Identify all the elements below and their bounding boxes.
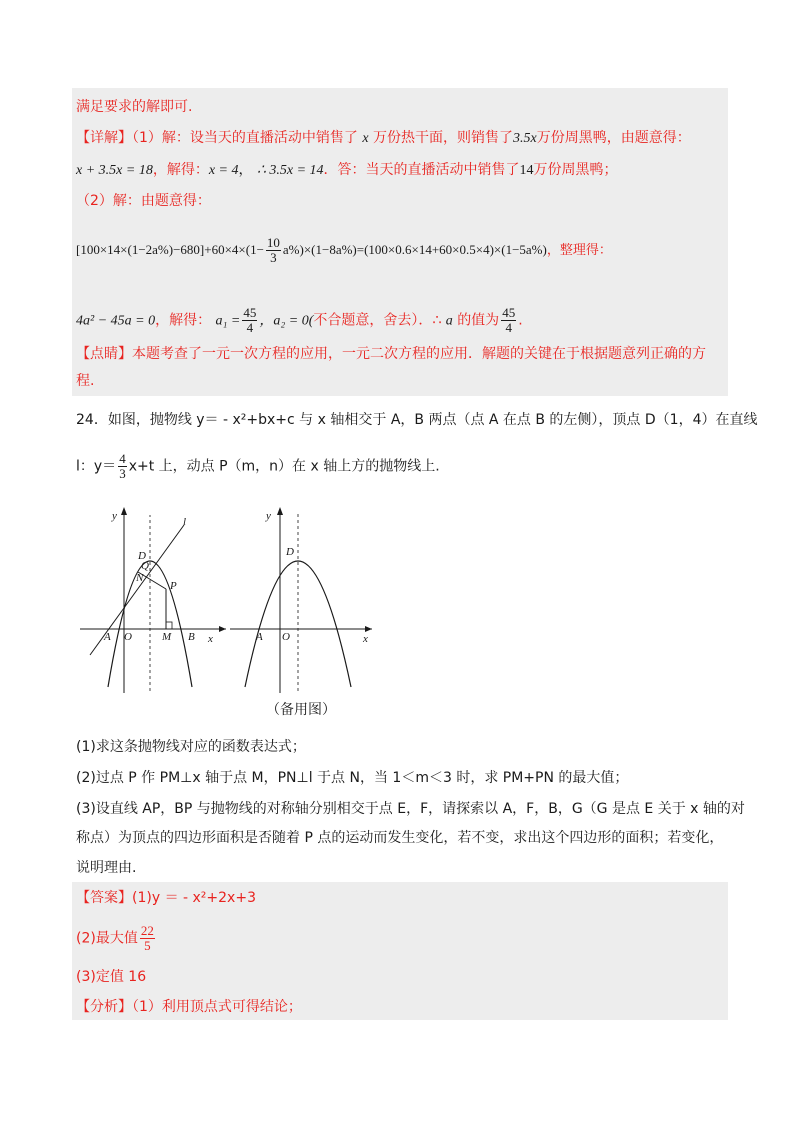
label-P: P	[170, 580, 177, 592]
quad-eq: 4a² − 45a = 0	[76, 313, 156, 329]
answer-line1	[76, 888, 256, 908]
label-A: A	[104, 631, 111, 643]
solve-label: ，解得：	[152, 162, 209, 178]
answer-2-label: (2)最大值	[76, 930, 138, 947]
a2: ，a₂ = 0(	[259, 313, 314, 329]
answer-num: 14	[519, 163, 534, 178]
answer-1: (1)y ＝ - x²+2x+3	[132, 890, 256, 906]
label-y: y	[112, 510, 117, 522]
big-eq-mid: a%)×(1−8a%)=(100×0.6×14+60×0.5×4)×(1−5a%)	[282, 242, 547, 257]
label-x2: x	[363, 633, 368, 645]
slope-frac: $\frac{4}{3}$	[119, 451, 126, 481]
analysis-text: （1）利用顶点式可得结论；	[132, 999, 302, 1015]
question-3c: 说明理由.	[76, 860, 137, 876]
a-var: a	[445, 313, 453, 329]
detail-expr: 3.5x	[513, 131, 537, 146]
label-l: l	[183, 516, 187, 528]
detail-text-c: 万份周黑鸭，由题意得：	[536, 130, 691, 146]
part2-line: （2）解：由题意得：	[76, 193, 211, 209]
eq3: ∴ 3.5x = 14	[256, 163, 324, 178]
quad-line: 4a² − 45a = 0，解得： a₁ = $\frac{45}{4}$ ，a₂ = 0(不合题意，舍去）．∴ a 的值为 $\frac{45}{4}$ .	[76, 305, 523, 335]
label-x: x	[208, 633, 213, 645]
big-frac: $\frac{10}{3}$	[266, 235, 280, 265]
question-1: (1)求这条抛物线对应的函数表达式；	[76, 739, 306, 755]
eq2: x = 4	[208, 163, 239, 178]
label-y2: y	[266, 510, 271, 522]
answer-line3: (3)定值 16	[76, 969, 147, 985]
problem-line2-b: x+t 上，动点 P（m，n）在 x 轴上方的抛物线上.	[128, 458, 440, 475]
big-eq-left: [100×14×(1−2a%)−680]+60×4×(1−	[76, 242, 264, 257]
arrange-label: ，整理得：	[546, 243, 612, 258]
dianjing-tag: 【点睛】	[76, 346, 132, 362]
label-A2: A	[256, 631, 263, 643]
solution-line1: 满足要求的解即可.	[76, 99, 193, 115]
figure-backup	[228, 505, 378, 695]
detail-tag: 【详解】	[76, 130, 132, 146]
detail-var: x	[362, 131, 369, 146]
detail-text-a: （1）解：设当天的直播活动中销售了	[132, 130, 358, 146]
problem-line2	[76, 452, 440, 481]
final-frac: $\frac{45}{4}$	[502, 305, 516, 335]
dianjing-line2: 程.	[76, 373, 95, 389]
a1-frac: $\frac{45}{4}$	[243, 305, 257, 335]
value-is: 的值为	[457, 312, 500, 329]
question-3b: 称点）为顶点的四边形面积是否随着 P 点的运动而发生变化，若不变，求出这个四边形的面积；若变化，	[76, 830, 724, 846]
problem-line1: 24．如图，抛物线 y＝ - x²+bx+c 与 x 轴相交于 A，B 两点（点 A 在点 B 的左侧），顶点 D（1，4）在直线	[76, 412, 758, 428]
dianjing-text-a: 本题考查了一元一次方程的应用，一元二次方程的应用．解题的关键在于根据题意列正确的方	[132, 346, 706, 362]
answer-tag: 【答案】	[76, 890, 132, 906]
figure-caption: （备用图）	[266, 702, 336, 718]
answer-2-frac: $\frac{22}{5}$	[140, 923, 154, 953]
label-N: N	[136, 572, 144, 584]
problem-line2-a: l：y＝	[76, 458, 117, 475]
label-M: M	[162, 631, 172, 643]
big-equation	[76, 236, 612, 265]
label-Q: Q	[141, 560, 149, 572]
eq1: x + 3.5x = 18	[76, 163, 153, 178]
dianjing-line1	[76, 344, 706, 364]
label-O: O	[124, 631, 132, 643]
figure-main	[80, 505, 230, 695]
analysis-tag: 【分析】	[76, 999, 132, 1015]
answer-line2	[76, 924, 157, 953]
analysis-line	[76, 997, 302, 1017]
label-O2: O	[282, 631, 290, 643]
label-D2: D	[286, 546, 294, 558]
answer-text-a: ．答：当天的直播活动中销售了	[323, 162, 520, 178]
detail-text-b: 万份热干面，则销售了	[373, 130, 514, 146]
detail-line	[76, 128, 691, 149]
label-D: D	[138, 550, 146, 562]
label-B: B	[188, 631, 195, 643]
equation-line: x + 3.5x = 18，解得：x = 4， ∴ 3.5x = 14．答：当天的直播活动中销售了14万份周黑鸭；	[76, 162, 618, 178]
a1-label: a₁ =	[215, 313, 241, 329]
question-2: (2)过点 P 作 PM⊥x 轴于点 M，PN⊥l 于点 N，当 1＜m＜3 时，求 PM+PN 的最大值；	[76, 770, 629, 786]
a2-note: 不合题意，舍去）．∴	[313, 312, 442, 329]
answer-text-b: 万份周黑鸭；	[533, 162, 618, 178]
solve2-label: ，解得：	[155, 312, 212, 329]
question-3a: (3)设直线 AP，BP 与抛物线的对称轴分别相交于点 E，F，请探索以 A，F，B，G（G 是点 E 关于 x 轴的对	[76, 801, 745, 817]
